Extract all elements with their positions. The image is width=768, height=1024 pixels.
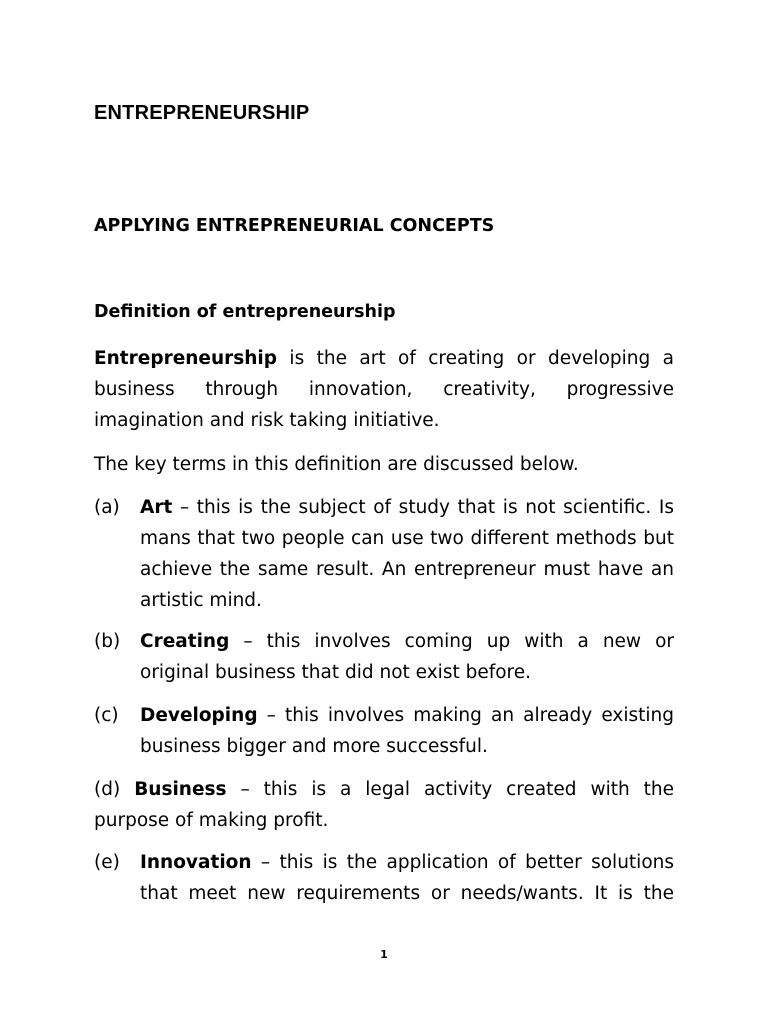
page-number: 1: [380, 948, 388, 961]
list-item-content: [140, 492, 674, 616]
list-item-text: – this involves making an already existing business bigger and more successful.: [140, 705, 674, 757]
definition-paragraph: [94, 343, 674, 436]
list-item-e: [94, 847, 674, 909]
list-item-term: Art: [140, 497, 173, 518]
list-item-term: Developing: [140, 705, 258, 726]
list-marker: (e): [94, 852, 120, 873]
list-item-term: Innovation: [140, 852, 252, 873]
section-heading: Definition of entrepreneurship: [94, 302, 396, 322]
definition-term: Entrepreneurship: [94, 348, 278, 369]
list-item-term: Creating: [140, 631, 230, 652]
document-subtitle: APPLYING ENTREPRENEURIAL CONCEPTS: [94, 216, 495, 236]
list-item-content: [140, 847, 674, 909]
list-marker: (d): [94, 779, 121, 800]
list-marker: (a): [94, 497, 120, 518]
list-item-text: – this is the subject of study that is not scientific. Is mans that two people can use two different methods but achieve the same result. An entrepreneur must have an artistic mind.: [140, 497, 674, 611]
list-item-text: – this is the application of better solutions that meet new requirements or needs/wants. It is the: [140, 852, 674, 904]
list-item-a: [94, 492, 674, 616]
list-item-b: [94, 626, 674, 688]
list-item-content: [140, 700, 674, 762]
list-item-content: [140, 626, 674, 688]
list-marker: (b): [94, 631, 121, 652]
list-item-c: [94, 700, 674, 762]
list-marker: (c): [94, 705, 119, 726]
intro-paragraph: The key terms in this definition are discussed below.: [94, 454, 579, 475]
list-item-d: [94, 774, 674, 836]
document-title: ENTREPRENEURSHIP: [94, 102, 310, 124]
definition-text: is the art of creating or developing a business through innovation, creativity, progressive imagination and risk taking initiative.: [94, 348, 674, 431]
list-item-term: Business: [134, 779, 227, 800]
list-item-text: – this involves coming up with a new or original business that did not exist before.: [140, 631, 674, 683]
list-item-text: – this is a legal activity created with the purpose of making profit.: [94, 779, 674, 831]
